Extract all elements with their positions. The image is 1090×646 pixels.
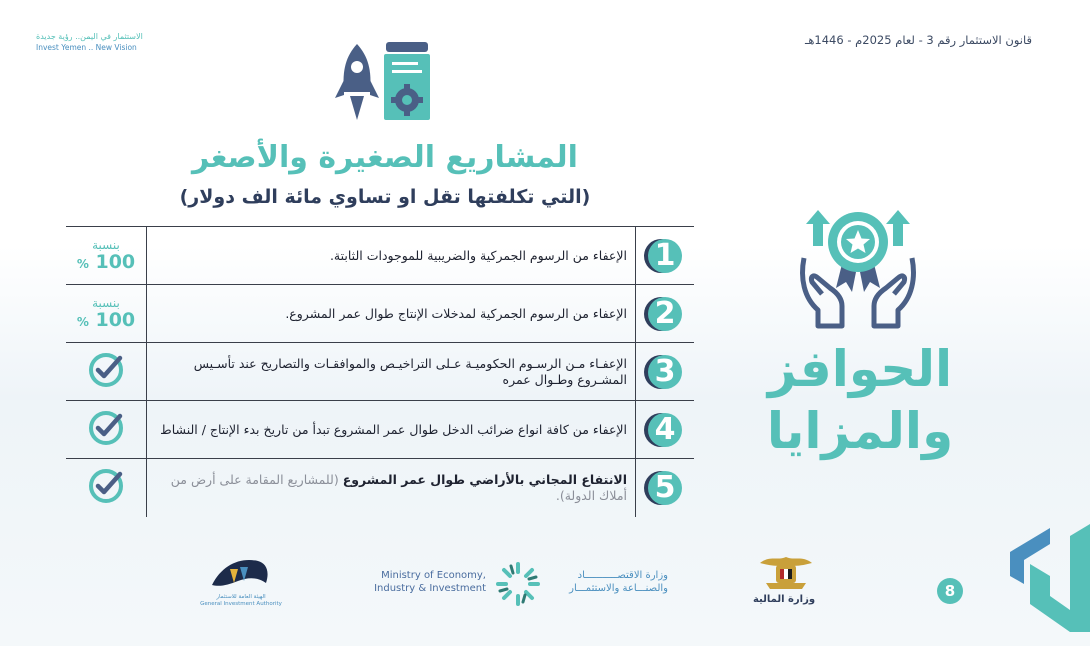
table-row — [66, 459, 694, 517]
table-row — [66, 401, 694, 459]
value-cell — [66, 285, 147, 343]
number-badge: 3 — [648, 355, 682, 389]
percent-unit: % — [76, 314, 89, 329]
number-cell — [636, 227, 695, 285]
corner-decoration — [1010, 524, 1090, 632]
number-badge: 5 — [648, 471, 682, 505]
section-title — [740, 338, 980, 462]
number-badge: 2 — [648, 297, 682, 331]
yemen-emblem-icon — [756, 553, 816, 593]
benefit-text-note: (للمشاريع المقامة على أرض من أملاك الدولة). — [170, 471, 627, 503]
percent-number: 100 — [95, 250, 136, 273]
value-cell — [66, 459, 147, 517]
percent-value — [66, 252, 146, 274]
benefit-text: الإعفـاء مـن الرسـوم الحكوميـة عـلى التراخيـص والموافقـات والتصاريح عند تأسـيس المشـروع وطـوال عمره — [147, 343, 636, 401]
page-title: المشاريع الصغيرة والأصغر — [192, 140, 578, 175]
table-row — [66, 343, 694, 401]
ministry-name-ar — [548, 569, 668, 595]
brand-text-en: Invest Yemen .. New Vision — [36, 43, 137, 52]
brand-logo — [36, 31, 143, 53]
percent-unit: % — [76, 256, 89, 271]
check-circle-icon — [87, 409, 125, 447]
ministry-en-line2: Industry & Investment — [374, 583, 486, 594]
ministry-name-en — [360, 569, 486, 595]
benefit-text: الإعفاء من كافة انواع ضرائب الدخل طوال عمر المشروع تبدأ من تاريخ بدء الإنتاج / النشاط — [147, 401, 636, 459]
check-circle-icon — [87, 351, 125, 389]
percent-value — [66, 310, 146, 332]
value-cell — [66, 227, 147, 285]
ministry-ar-line2: والصنـــاعة والاستثمـــار — [569, 583, 668, 594]
gia-caption-ar: الهيئة العامة للاستثمار — [216, 594, 266, 600]
number-cell — [636, 401, 695, 459]
benefit-text-bold: الانتفاع المجاني بالأراضي طوال عمر المشروع — [342, 471, 627, 487]
percent-label: بنسبة — [92, 237, 120, 252]
general-investment-authority-logo — [208, 555, 272, 595]
section-title-line1: الحوافز — [767, 340, 953, 398]
ministry-finance-caption: وزارة المالية — [752, 594, 816, 605]
table-row — [66, 227, 694, 285]
table-row — [66, 285, 694, 343]
rocket-document-icon — [330, 40, 434, 136]
brand-text-ar: الاستثمار في اليمن.. رؤية جديدة — [36, 32, 143, 41]
number-cell — [636, 459, 695, 517]
section-title-line2: والمزايا — [766, 402, 954, 460]
ministry-ar-line1: وزارة الاقتصـــــــــــاد — [577, 570, 668, 581]
page-subtitle: (التي تكلفتها تقل او تساوي مائة الف دولار) — [179, 186, 591, 208]
percent-label: بنسبة — [92, 295, 120, 310]
benefit-text — [147, 459, 636, 517]
benefits-table — [66, 226, 694, 517]
gia-caption — [186, 594, 296, 608]
value-cell — [66, 343, 147, 401]
page-number: 8 — [937, 578, 963, 604]
number-badge: 1 — [648, 239, 682, 273]
percent-number: 100 — [95, 308, 136, 331]
ministry-economy-logo — [494, 560, 542, 608]
benefit-text: الإعفاء من الرسوم الجمركية لمدخلات الإنتاج طوال عمر المشروع. — [147, 285, 636, 343]
law-reference: قانون الاستثمار رقم 3 - لعام 2025م - 1446هـ — [804, 33, 1032, 47]
gia-caption-en: General Investment Authority — [200, 601, 282, 607]
check-circle-icon — [87, 467, 125, 505]
benefit-text: الإعفاء من الرسوم الجمركية والضريبية للموجودات الثابتة. — [147, 227, 636, 285]
value-cell — [66, 401, 147, 459]
number-cell — [636, 343, 695, 401]
number-badge: 4 — [648, 413, 682, 447]
award-hands-icon — [796, 206, 920, 332]
ministry-en-line1: Ministry of Economy, — [381, 570, 486, 581]
number-cell — [636, 285, 695, 343]
